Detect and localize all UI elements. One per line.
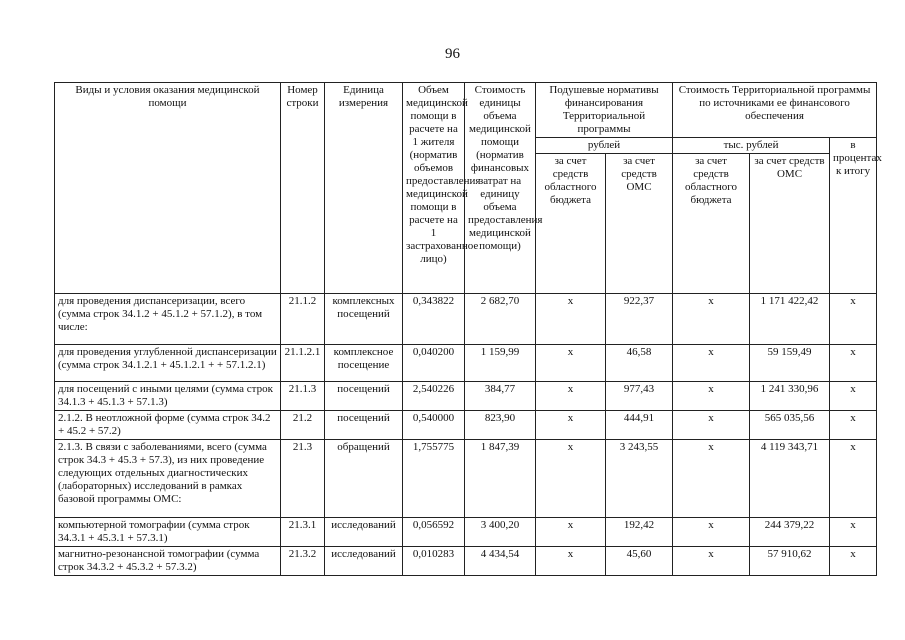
row-pct: х — [830, 518, 877, 547]
row-num: 21.3 — [281, 440, 325, 518]
row-tot-budget: х — [673, 440, 750, 518]
row-name: для проведения углубленной диспансеризации (сумма строк 34.1.2.1 + 45.1.2.1 + + 57.1.2.1) — [55, 345, 281, 382]
row-tot-budget: х — [673, 345, 750, 382]
row-tot-oms: 565 035,56 — [750, 411, 830, 440]
row-tot-budget: х — [673, 518, 750, 547]
row-pc-oms: 3 243,55 — [606, 440, 673, 518]
row-tot-budget: х — [673, 547, 750, 576]
row-pc-oms: 45,60 — [606, 547, 673, 576]
row-tot-oms: 4 119 343,71 — [750, 440, 830, 518]
header-thous-rub: тыс. рублей — [673, 138, 830, 154]
row-tot-oms: 244 379,22 — [750, 518, 830, 547]
row-name: 2.1.2. В неотложной форме (сумма строк 34.2 + 45.2 + 57.2) — [55, 411, 281, 440]
financing-table — [54, 82, 882, 576]
row-tot-budget: х — [673, 411, 750, 440]
row-pc-oms: 444,91 — [606, 411, 673, 440]
row-cost: 1 159,99 — [465, 345, 536, 382]
row-unit: посещений — [325, 411, 403, 440]
table-row — [55, 411, 877, 440]
row-pc-budget: х — [536, 411, 606, 440]
row-num: 21.3.1 — [281, 518, 325, 547]
row-pc-budget: х — [536, 294, 606, 345]
row-pc-oms: 922,37 — [606, 294, 673, 345]
table-row — [55, 518, 877, 547]
row-cost: 384,77 — [465, 382, 536, 411]
table-row — [55, 547, 877, 576]
row-unit: обращений — [325, 440, 403, 518]
header-rub: рублей — [536, 138, 673, 154]
row-pc-oms: 192,42 — [606, 518, 673, 547]
row-unit: комплексное посещение — [325, 345, 403, 382]
row-name: для посещений с иными целями (сумма строк 34.1.3 + 45.1.3 + 57.1.3) — [55, 382, 281, 411]
header-pc-budget: за счет средств областного бюджета — [536, 154, 606, 294]
row-pct: х — [830, 382, 877, 411]
header-cost-unit: Стоимость единицы объема медицинской помощи (норматив финансовых затрат на единицу объема предоставления медицинской помощи) — [465, 83, 536, 294]
row-tot-oms: 1 241 330,96 — [750, 382, 830, 411]
table-row — [55, 294, 877, 345]
row-pct: х — [830, 345, 877, 382]
header-cost-total: Стоимость Территориальной программы по источниками ее финансового обеспечения — [673, 83, 877, 138]
row-pct: х — [830, 294, 877, 345]
row-tot-oms: 1 171 422,42 — [750, 294, 830, 345]
header-row-number: Номер строки — [281, 83, 325, 294]
row-num: 21.2 — [281, 411, 325, 440]
row-num: 21.1.2.1 — [281, 345, 325, 382]
row-volume: 0,010283 — [403, 547, 465, 576]
header-pc-oms: за счет средств ОМС — [606, 154, 673, 294]
row-name: 2.1.3. В связи с заболеваниями, всего (сумма строк 34.3 + 45.3 + 57.3), из них проведение следующих отдельных диагностических (лабораторных) исследований в рамках базовой программы ОМС: — [55, 440, 281, 518]
row-unit: исследований — [325, 547, 403, 576]
header-percent: в процентах к итогу — [830, 138, 877, 294]
header-unit: Единица измерения — [325, 83, 403, 294]
row-num: 21.1.2 — [281, 294, 325, 345]
row-volume: 0,540000 — [403, 411, 465, 440]
page-number: 96 — [445, 46, 460, 62]
row-volume: 0,343822 — [403, 294, 465, 345]
row-pc-budget: х — [536, 547, 606, 576]
row-cost: 3 400,20 — [465, 518, 536, 547]
table-row — [55, 382, 877, 411]
header-percapita: Подушевые нормативы финансирования Территориальной программы — [536, 83, 673, 138]
row-pct: х — [830, 440, 877, 518]
row-pc-oms: 977,43 — [606, 382, 673, 411]
row-volume: 0,056592 — [403, 518, 465, 547]
row-cost: 4 434,54 — [465, 547, 536, 576]
row-unit: комплексных посещений — [325, 294, 403, 345]
row-unit: посещений — [325, 382, 403, 411]
row-volume: 1,755775 — [403, 440, 465, 518]
row-tot-budget: х — [673, 294, 750, 345]
row-tot-budget: х — [673, 382, 750, 411]
table-row — [55, 345, 877, 382]
header-tot-oms: за счет средств ОМС — [750, 154, 830, 294]
row-pc-budget: х — [536, 518, 606, 547]
row-tot-oms: 59 159,49 — [750, 345, 830, 382]
row-pct: х — [830, 547, 877, 576]
header-tot-budget: за счет средств областного бюджета — [673, 154, 750, 294]
row-unit: исследований — [325, 518, 403, 547]
row-num: 21.3.2 — [281, 547, 325, 576]
row-pct: х — [830, 411, 877, 440]
row-num: 21.1.3 — [281, 382, 325, 411]
row-volume: 2,540226 — [403, 382, 465, 411]
row-cost: 823,90 — [465, 411, 536, 440]
row-pc-budget: х — [536, 345, 606, 382]
row-cost: 2 682,70 — [465, 294, 536, 345]
row-pc-budget: х — [536, 440, 606, 518]
row-pc-budget: х — [536, 382, 606, 411]
header-volume: Объем медицинской помощи в расчете на 1 жителя (норматив объемов предоставления медицинской помощи в расчете на 1 застрахованное лицо) — [403, 83, 465, 294]
row-cost: 1 847,39 — [465, 440, 536, 518]
table-row — [55, 440, 877, 518]
row-name: магнитно-резонансной томографии (сумма строк 34.3.2 + 45.3.2 + 57.3.2) — [55, 547, 281, 576]
row-volume: 0,040200 — [403, 345, 465, 382]
row-pc-oms: 46,58 — [606, 345, 673, 382]
row-name: для проведения диспансеризации, всего (сумма строк 34.1.2 + 45.1.2 + 57.1.2), в том числе: — [55, 294, 281, 345]
header-name: Виды и условия оказания медицинской помощи — [55, 83, 281, 294]
row-tot-oms: 57 910,62 — [750, 547, 830, 576]
row-name: компьютерной томографии (сумма строк 34.3.1 + 45.3.1 + 57.3.1) — [55, 518, 281, 547]
